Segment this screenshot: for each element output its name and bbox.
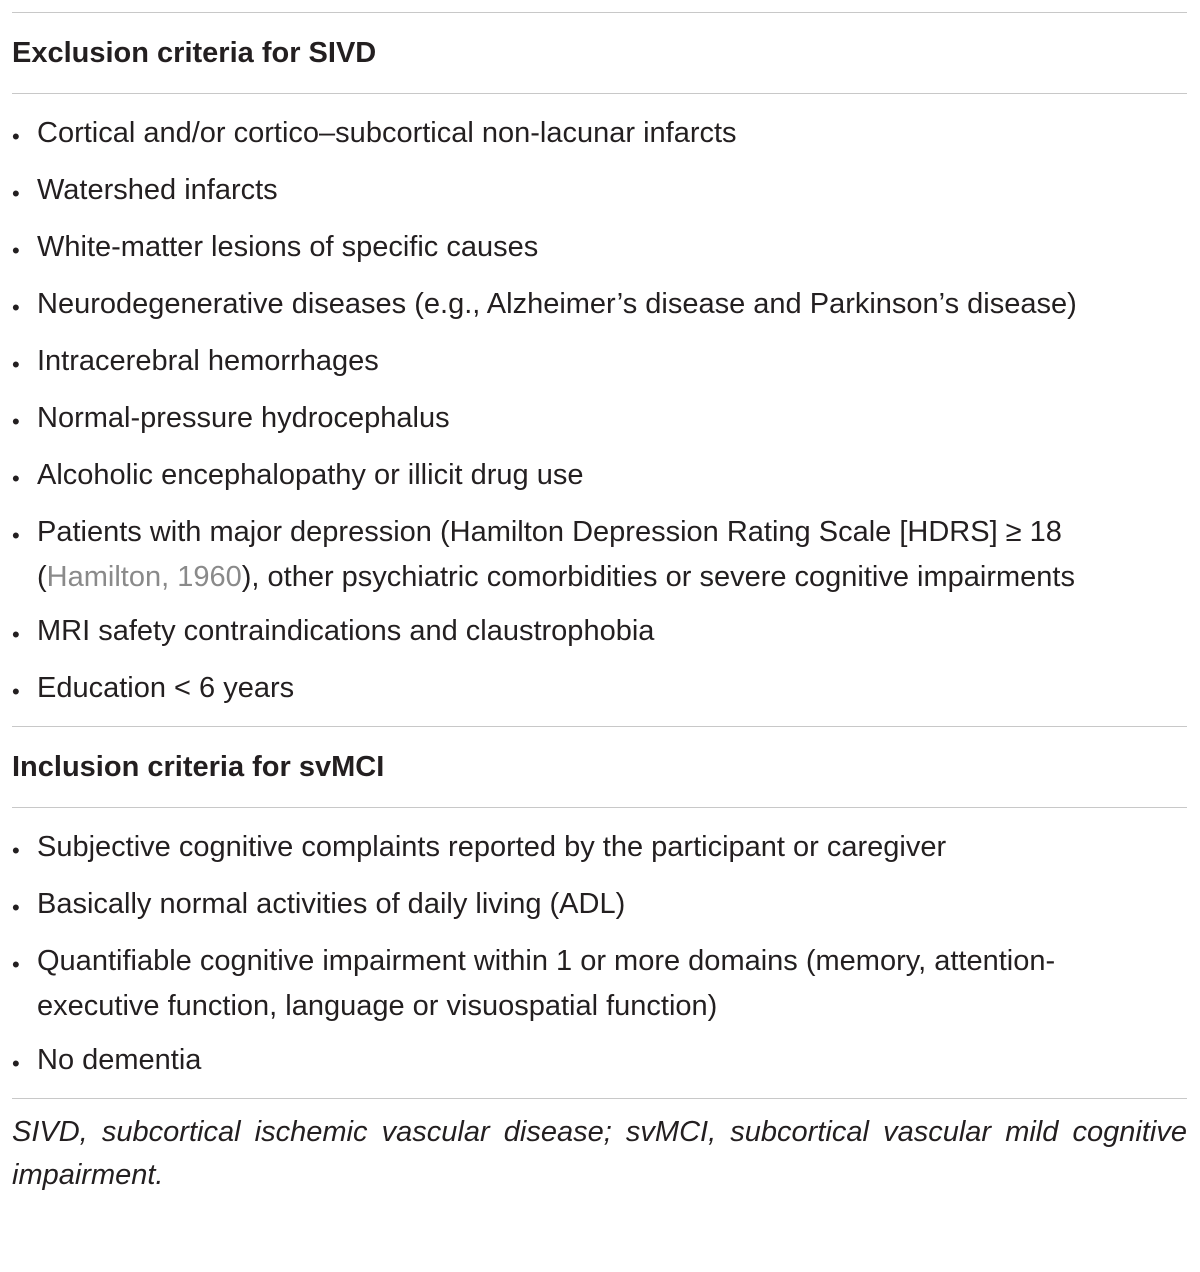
list-item-text: Quantifiable cognitive impairment within 1 or more domains (memory, attention-executive function, language or visuospatial function)	[37, 945, 1056, 1022]
list-item-text: MRI safety contraindications and claustrophobia	[37, 615, 655, 647]
list-item	[12, 111, 1187, 159]
exclusion-list	[12, 94, 1187, 726]
bullet-icon: •	[12, 466, 20, 491]
list-item-text-before: Patients with major depression (Hamilton Depression Rating Scale [HDRS] ≥ 18 (	[37, 516, 1062, 593]
bullet-icon: •	[12, 1051, 20, 1076]
bullet-icon: •	[12, 295, 20, 320]
bullet-icon: •	[12, 124, 20, 149]
criteria-table	[12, 12, 1187, 1197]
list-item-text: Alcoholic encephalopathy or illicit drug use	[37, 459, 584, 491]
list-item-text: White-matter lesions of specific causes	[37, 231, 539, 263]
inclusion-list	[12, 808, 1187, 1098]
list-item	[12, 396, 1187, 444]
exclusion-header: Exclusion criteria for SIVD	[12, 36, 377, 69]
list-item-text: Neurodegenerative diseases (e.g., Alzheimer’s disease and Parkinson’s disease)	[37, 288, 1077, 320]
bullet-icon: •	[12, 895, 20, 920]
list-item-text: Subjective cognitive complaints reported by the participant or caregiver	[37, 831, 947, 863]
inclusion-header: Inclusion criteria for svMCI	[12, 750, 385, 783]
list-item-text: Intracerebral hemorrhages	[37, 345, 379, 377]
list-item	[12, 453, 1187, 501]
bullet-icon: •	[12, 181, 20, 206]
list-item	[12, 339, 1187, 387]
list-item-text: Normal-pressure hydrocephalus	[37, 402, 450, 434]
list-item	[12, 666, 1187, 714]
list-item-text	[37, 510, 1097, 600]
bullet-icon: •	[12, 838, 20, 863]
list-item-text: Basically normal activities of daily living (ADL)	[37, 888, 626, 920]
list-item	[12, 882, 1187, 930]
bullet-icon: •	[12, 352, 20, 377]
list-item	[12, 939, 1187, 1029]
bullet-icon: •	[12, 952, 20, 977]
list-item	[12, 282, 1187, 330]
bullet-icon: •	[12, 409, 20, 434]
bullet-icon: •	[12, 238, 20, 263]
list-item-text: Education < 6 years	[37, 672, 295, 704]
list-item	[12, 609, 1187, 657]
list-item-text: Cortical and/or cortico–subcortical non-lacunar infarcts	[37, 117, 737, 149]
list-item	[12, 168, 1187, 216]
list-item-text-after: ), other psychiatric comorbidities or severe cognitive impairments	[241, 561, 1075, 593]
bullet-icon: •	[12, 523, 20, 548]
list-item	[12, 825, 1187, 873]
citation-link[interactable]: Hamilton, 1960	[46, 561, 242, 593]
list-item	[12, 225, 1187, 273]
list-item	[12, 1038, 1187, 1086]
list-item	[12, 510, 1187, 600]
list-item-text: No dementia	[37, 1044, 202, 1076]
bullet-icon: •	[12, 679, 20, 704]
bullet-icon: •	[12, 622, 20, 647]
list-item-text: Watershed infarcts	[37, 174, 278, 206]
table-footnote: SIVD, subcortical ischemic vascular disease; svMCI, subcortical vascular mild cognitive impairment.	[12, 1116, 1187, 1191]
